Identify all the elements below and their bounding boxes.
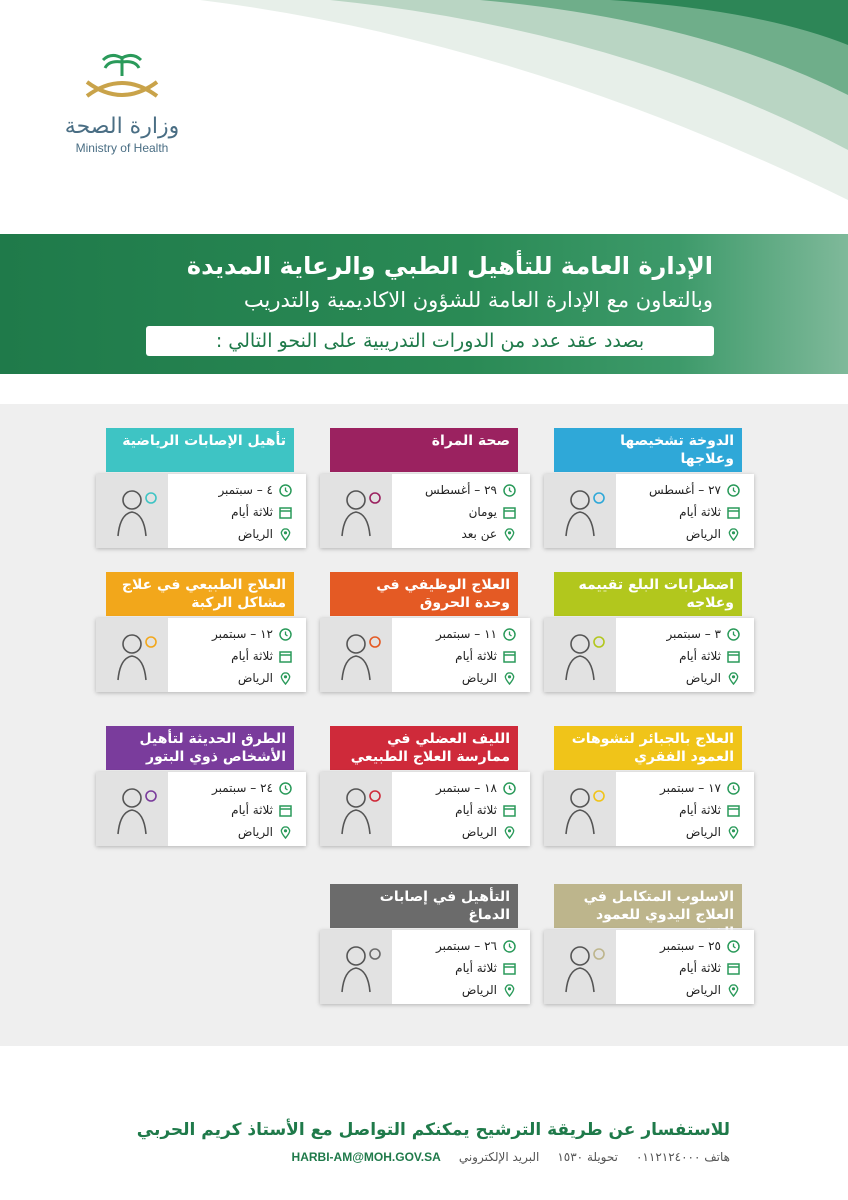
clock-icon xyxy=(503,628,516,641)
course-duration-text: ثلاثة أيام xyxy=(231,505,273,519)
phone-text: هاتف ٠١١٢١٢٤٠٠٠ xyxy=(635,1150,730,1164)
course-date-text: ٣ – سبتمبر xyxy=(666,627,721,641)
course-location xyxy=(620,668,740,688)
course-title: صحة المراة xyxy=(330,428,518,472)
course-duration-text: ثلاثة أيام xyxy=(679,505,721,519)
calendar-icon xyxy=(279,506,292,519)
course-date-text: ٢٥ – سبتمبر xyxy=(660,939,721,953)
burn-hand-icon xyxy=(320,618,392,692)
course-duration xyxy=(396,646,516,666)
calendar-icon xyxy=(503,804,516,817)
course-title: التأهيل في إصابات الدماغ xyxy=(330,884,518,928)
email-link[interactable]: HARBI-AM@MOH.GOV.SA xyxy=(291,1150,441,1164)
amputee-icon xyxy=(96,772,168,846)
course-date-text: ٢٤ – سبتمبر xyxy=(212,781,273,795)
dizzy-person-icon xyxy=(544,474,616,548)
course-duration xyxy=(620,502,740,522)
location-pin-icon xyxy=(503,826,516,839)
palm-swords-icon xyxy=(77,48,167,108)
course-details xyxy=(96,772,306,846)
course-location xyxy=(172,822,292,842)
course-location-text: الرياض xyxy=(461,983,497,997)
course-details xyxy=(320,618,530,692)
course-duration-text: ثلاثة أيام xyxy=(679,803,721,817)
location-pin-icon xyxy=(727,672,740,685)
course-duration-text: ثلاثة أيام xyxy=(455,961,497,975)
banner-intro: بصدد عقد عدد من الدورات التدريبية على النحو التالي : xyxy=(146,326,714,356)
course-location-text: الرياض xyxy=(237,825,273,839)
course-location-text: الرياض xyxy=(685,983,721,997)
course-details xyxy=(320,930,530,1004)
course-location-text: عن بعد xyxy=(461,527,497,541)
course-title: اضطرابات البلع تقييمه وعلاجه xyxy=(554,572,742,616)
course-details xyxy=(320,772,530,846)
course-card xyxy=(320,884,530,1004)
course-duration xyxy=(620,646,740,666)
course-date xyxy=(396,624,516,644)
course-title: الاسلوب المتكامل في العلاج اليدوي للعمود xyxy=(554,884,742,928)
course-details xyxy=(544,618,754,692)
course-details xyxy=(544,474,754,548)
location-pin-icon xyxy=(503,528,516,541)
logo-arabic: وزارة الصحة xyxy=(64,114,180,139)
course-duration xyxy=(620,800,740,820)
extension-text: تحويلة ١٥٣٠ xyxy=(557,1150,618,1164)
course-location xyxy=(172,524,292,544)
course-card xyxy=(544,428,754,548)
woman-health-icon xyxy=(320,474,392,548)
location-pin-icon xyxy=(279,826,292,839)
course-date xyxy=(620,480,740,500)
course-date-text: ٢٧ – أغسطس xyxy=(649,483,721,497)
course-location-text: الرياض xyxy=(685,527,721,541)
course-title: الطرق الحديثة لتأهيل الأشخاص ذوي البتور xyxy=(106,726,294,770)
footer-contact xyxy=(292,1150,730,1164)
location-pin-icon xyxy=(503,672,516,685)
course-location xyxy=(620,980,740,1000)
course-duration-text: ثلاثة أيام xyxy=(679,649,721,663)
course-date-text: ٢٦ – سبتمبر xyxy=(436,939,497,953)
course-title: العلاج بالجبائر لتشوهات العمود الفقري xyxy=(554,726,742,770)
course-date xyxy=(172,624,292,644)
clock-icon xyxy=(727,782,740,795)
course-duration xyxy=(172,502,292,522)
knee-icon xyxy=(96,618,168,692)
location-pin-icon xyxy=(727,984,740,997)
swallow-icon xyxy=(544,618,616,692)
course-location-text: الرياض xyxy=(461,671,497,685)
course-duration xyxy=(620,958,740,978)
course-location-text: الرياض xyxy=(237,671,273,685)
clock-icon xyxy=(727,628,740,641)
course-location xyxy=(396,980,516,1000)
location-pin-icon xyxy=(727,826,740,839)
course-details xyxy=(96,618,306,692)
course-date-text: ١١ – سبتمبر xyxy=(436,627,497,641)
course-location xyxy=(172,668,292,688)
clock-icon xyxy=(727,484,740,497)
course-duration xyxy=(172,800,292,820)
location-pin-icon xyxy=(727,528,740,541)
course-title: تأهيل الإصابات الرياضية xyxy=(106,428,294,472)
course-card xyxy=(544,884,754,1004)
banner-title: الإدارة العامة للتأهيل الطبي والرعاية المديدة xyxy=(186,252,713,280)
course-date-text: ٢٩ – أغسطس xyxy=(425,483,497,497)
course-details xyxy=(320,474,530,548)
course-date xyxy=(396,936,516,956)
course-date xyxy=(620,778,740,798)
course-card xyxy=(96,726,306,846)
calendar-icon xyxy=(279,804,292,817)
course-date-text: ١٧ – سبتمبر xyxy=(660,781,721,795)
course-location xyxy=(396,524,516,544)
course-duration xyxy=(396,800,516,820)
calendar-icon xyxy=(503,962,516,975)
email-label: البريد الإلكتروني xyxy=(458,1150,540,1164)
clock-icon xyxy=(279,782,292,795)
course-card xyxy=(96,428,306,548)
calendar-icon xyxy=(279,650,292,663)
clock-icon xyxy=(503,782,516,795)
course-date xyxy=(396,778,516,798)
spine-icon xyxy=(544,772,616,846)
course-date xyxy=(620,936,740,956)
course-card xyxy=(320,572,530,692)
muscle-icon xyxy=(320,772,392,846)
course-duration-text: ثلاثة أيام xyxy=(455,803,497,817)
clock-icon xyxy=(727,940,740,953)
title-banner xyxy=(0,234,848,374)
course-card xyxy=(544,726,754,846)
course-title: الليف العضلي في ممارسة العلاج الطبيعي xyxy=(330,726,518,770)
course-duration xyxy=(396,958,516,978)
course-date xyxy=(396,480,516,500)
course-title: الدوخة تشخيصها وعلاجها xyxy=(554,428,742,472)
course-duration xyxy=(396,502,516,522)
calendar-icon xyxy=(727,962,740,975)
course-card xyxy=(544,572,754,692)
logo-english: Ministry of Health xyxy=(75,141,169,155)
banner-subtitle: وبالتعاون مع الإدارة العامة للشؤون الاكاديمية والتدريب xyxy=(243,288,713,312)
course-location xyxy=(396,822,516,842)
course-card xyxy=(320,428,530,548)
course-details xyxy=(96,474,306,548)
calendar-icon xyxy=(727,650,740,663)
course-date xyxy=(172,480,292,500)
course-card xyxy=(320,726,530,846)
clock-icon xyxy=(279,628,292,641)
calendar-icon xyxy=(727,506,740,519)
location-pin-icon xyxy=(503,984,516,997)
course-date-text: ٤ – سبتمبر xyxy=(218,483,273,497)
course-duration-text: ثلاثة أيام xyxy=(231,803,273,817)
location-pin-icon xyxy=(279,672,292,685)
course-location-text: الرياض xyxy=(685,671,721,685)
course-duration xyxy=(172,646,292,666)
brain-icon xyxy=(320,930,392,1004)
course-date xyxy=(620,624,740,644)
course-location-text: الرياض xyxy=(685,825,721,839)
clock-icon xyxy=(503,940,516,953)
course-location xyxy=(396,668,516,688)
course-location xyxy=(620,524,740,544)
footer-inquiry: للاستفسار عن طريقة الترشيح يمكنكم التواصل مع الأستاذ كريم الحربي xyxy=(136,1120,730,1140)
course-duration-text: ثلاثة أيام xyxy=(679,961,721,975)
course-details xyxy=(544,930,754,1004)
calendar-icon xyxy=(503,506,516,519)
course-title: العلاج الطبيعي في علاج مشاكل الركبة xyxy=(106,572,294,616)
course-location-text: الرياض xyxy=(237,527,273,541)
exercise-icon xyxy=(96,474,168,548)
clock-icon xyxy=(279,484,292,497)
course-location-text: الرياض xyxy=(461,825,497,839)
course-date xyxy=(172,778,292,798)
calendar-icon xyxy=(503,650,516,663)
course-duration-text: يومان xyxy=(468,505,497,519)
course-duration-text: ثلاثة أيام xyxy=(231,649,273,663)
calendar-icon xyxy=(727,804,740,817)
course-location xyxy=(620,822,740,842)
course-title: العلاج الوظيفي في وحدة الحروق xyxy=(330,572,518,616)
clock-icon xyxy=(503,484,516,497)
course-date-text: ١٨ – سبتمبر xyxy=(436,781,497,795)
location-pin-icon xyxy=(279,528,292,541)
course-duration-text: ثلاثة أيام xyxy=(455,649,497,663)
manual-spine-icon xyxy=(544,930,616,1004)
course-card xyxy=(96,572,306,692)
course-date-text: ١٢ – سبتمبر xyxy=(212,627,273,641)
moh-logo xyxy=(52,48,192,168)
course-details xyxy=(544,772,754,846)
